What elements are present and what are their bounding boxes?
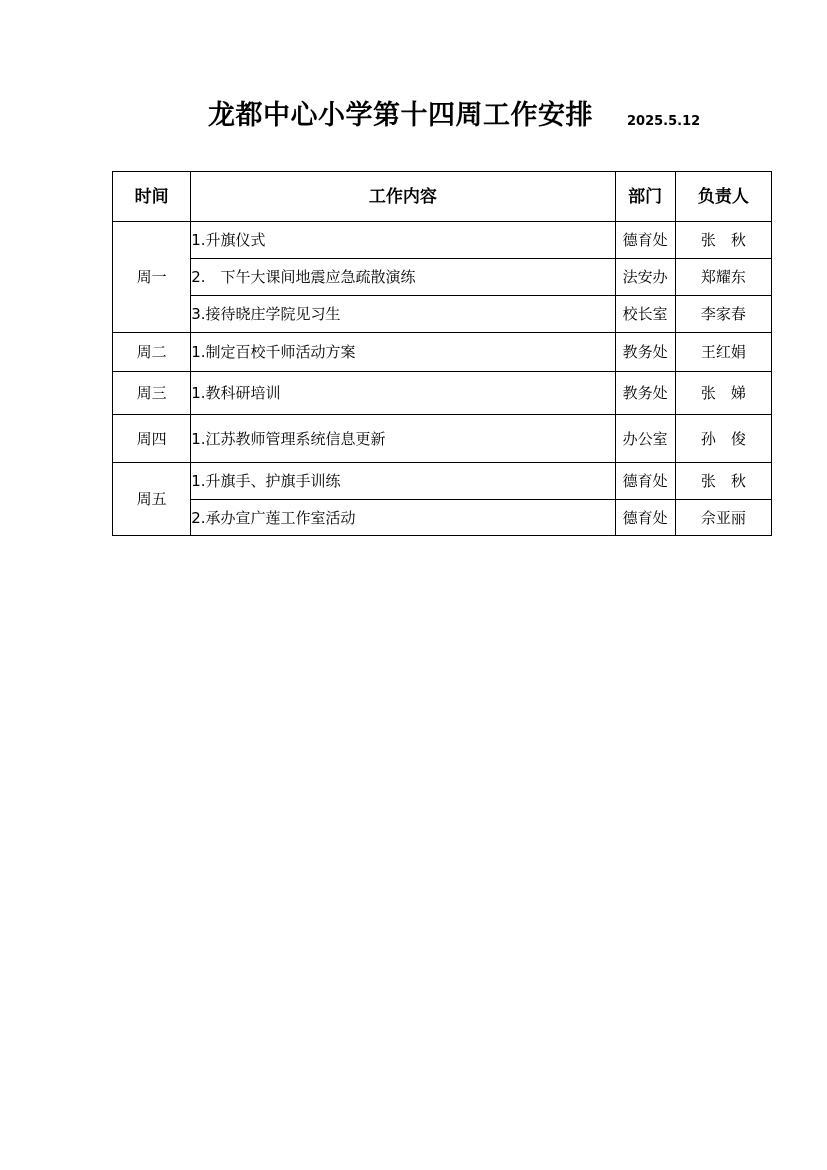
task-owner: 张 秋	[675, 463, 771, 500]
task-owner: 孙 俊	[675, 415, 771, 463]
task-dept: 教务处	[615, 333, 675, 372]
table-row	[113, 500, 772, 536]
day-cell-friday: 周五	[113, 463, 191, 536]
page-title: 龙都中心小学第十四周工作安排	[208, 100, 593, 131]
title-row	[0, 96, 827, 136]
task-content: 1.教科研培训	[191, 372, 615, 415]
task-dept: 德育处	[615, 463, 675, 500]
task-owner: 张 秋	[675, 222, 771, 259]
table-row	[113, 222, 772, 259]
task-content: 1.升旗仪式	[191, 222, 615, 259]
table-row	[113, 259, 772, 296]
task-content: 2. 下午大课间地震应急疏散演练	[191, 259, 615, 296]
task-content: 1.江苏教师管理系统信息更新	[191, 415, 615, 463]
header-dept: 部门	[615, 172, 675, 222]
table-row	[113, 463, 772, 500]
task-owner: 张 娣	[675, 372, 771, 415]
day-cell-wednesday: 周三	[113, 372, 191, 415]
task-dept: 校长室	[615, 296, 675, 333]
day-cell-monday: 周一	[113, 222, 191, 333]
day-cell-thursday: 周四	[113, 415, 191, 463]
task-dept: 办公室	[615, 415, 675, 463]
task-dept: 法安办	[615, 259, 675, 296]
schedule-table	[112, 171, 772, 536]
task-dept: 教务处	[615, 372, 675, 415]
task-owner: 佘亚丽	[675, 500, 771, 536]
header-owner: 负责人	[675, 172, 771, 222]
header-time: 时间	[113, 172, 191, 222]
day-cell-tuesday: 周二	[113, 333, 191, 372]
task-owner: 郑耀东	[675, 259, 771, 296]
header-content: 工作内容	[191, 172, 615, 222]
table-header-row	[113, 172, 772, 222]
table-row	[113, 333, 772, 372]
table-row	[113, 372, 772, 415]
task-content: 2.承办宣广莲工作室活动	[191, 500, 615, 536]
task-owner: 李家春	[675, 296, 771, 333]
task-owner: 王红娟	[675, 333, 771, 372]
task-dept: 德育处	[615, 222, 675, 259]
task-content: 3.接待晓庄学院见习生	[191, 296, 615, 333]
task-dept: 德育处	[615, 500, 675, 536]
task-content: 1.升旗手、护旗手训练	[191, 463, 615, 500]
task-content: 1.制定百校千师活动方案	[191, 333, 615, 372]
document-date: 2025.5.12	[627, 114, 701, 129]
table-row	[113, 415, 772, 463]
table-row	[113, 296, 772, 333]
